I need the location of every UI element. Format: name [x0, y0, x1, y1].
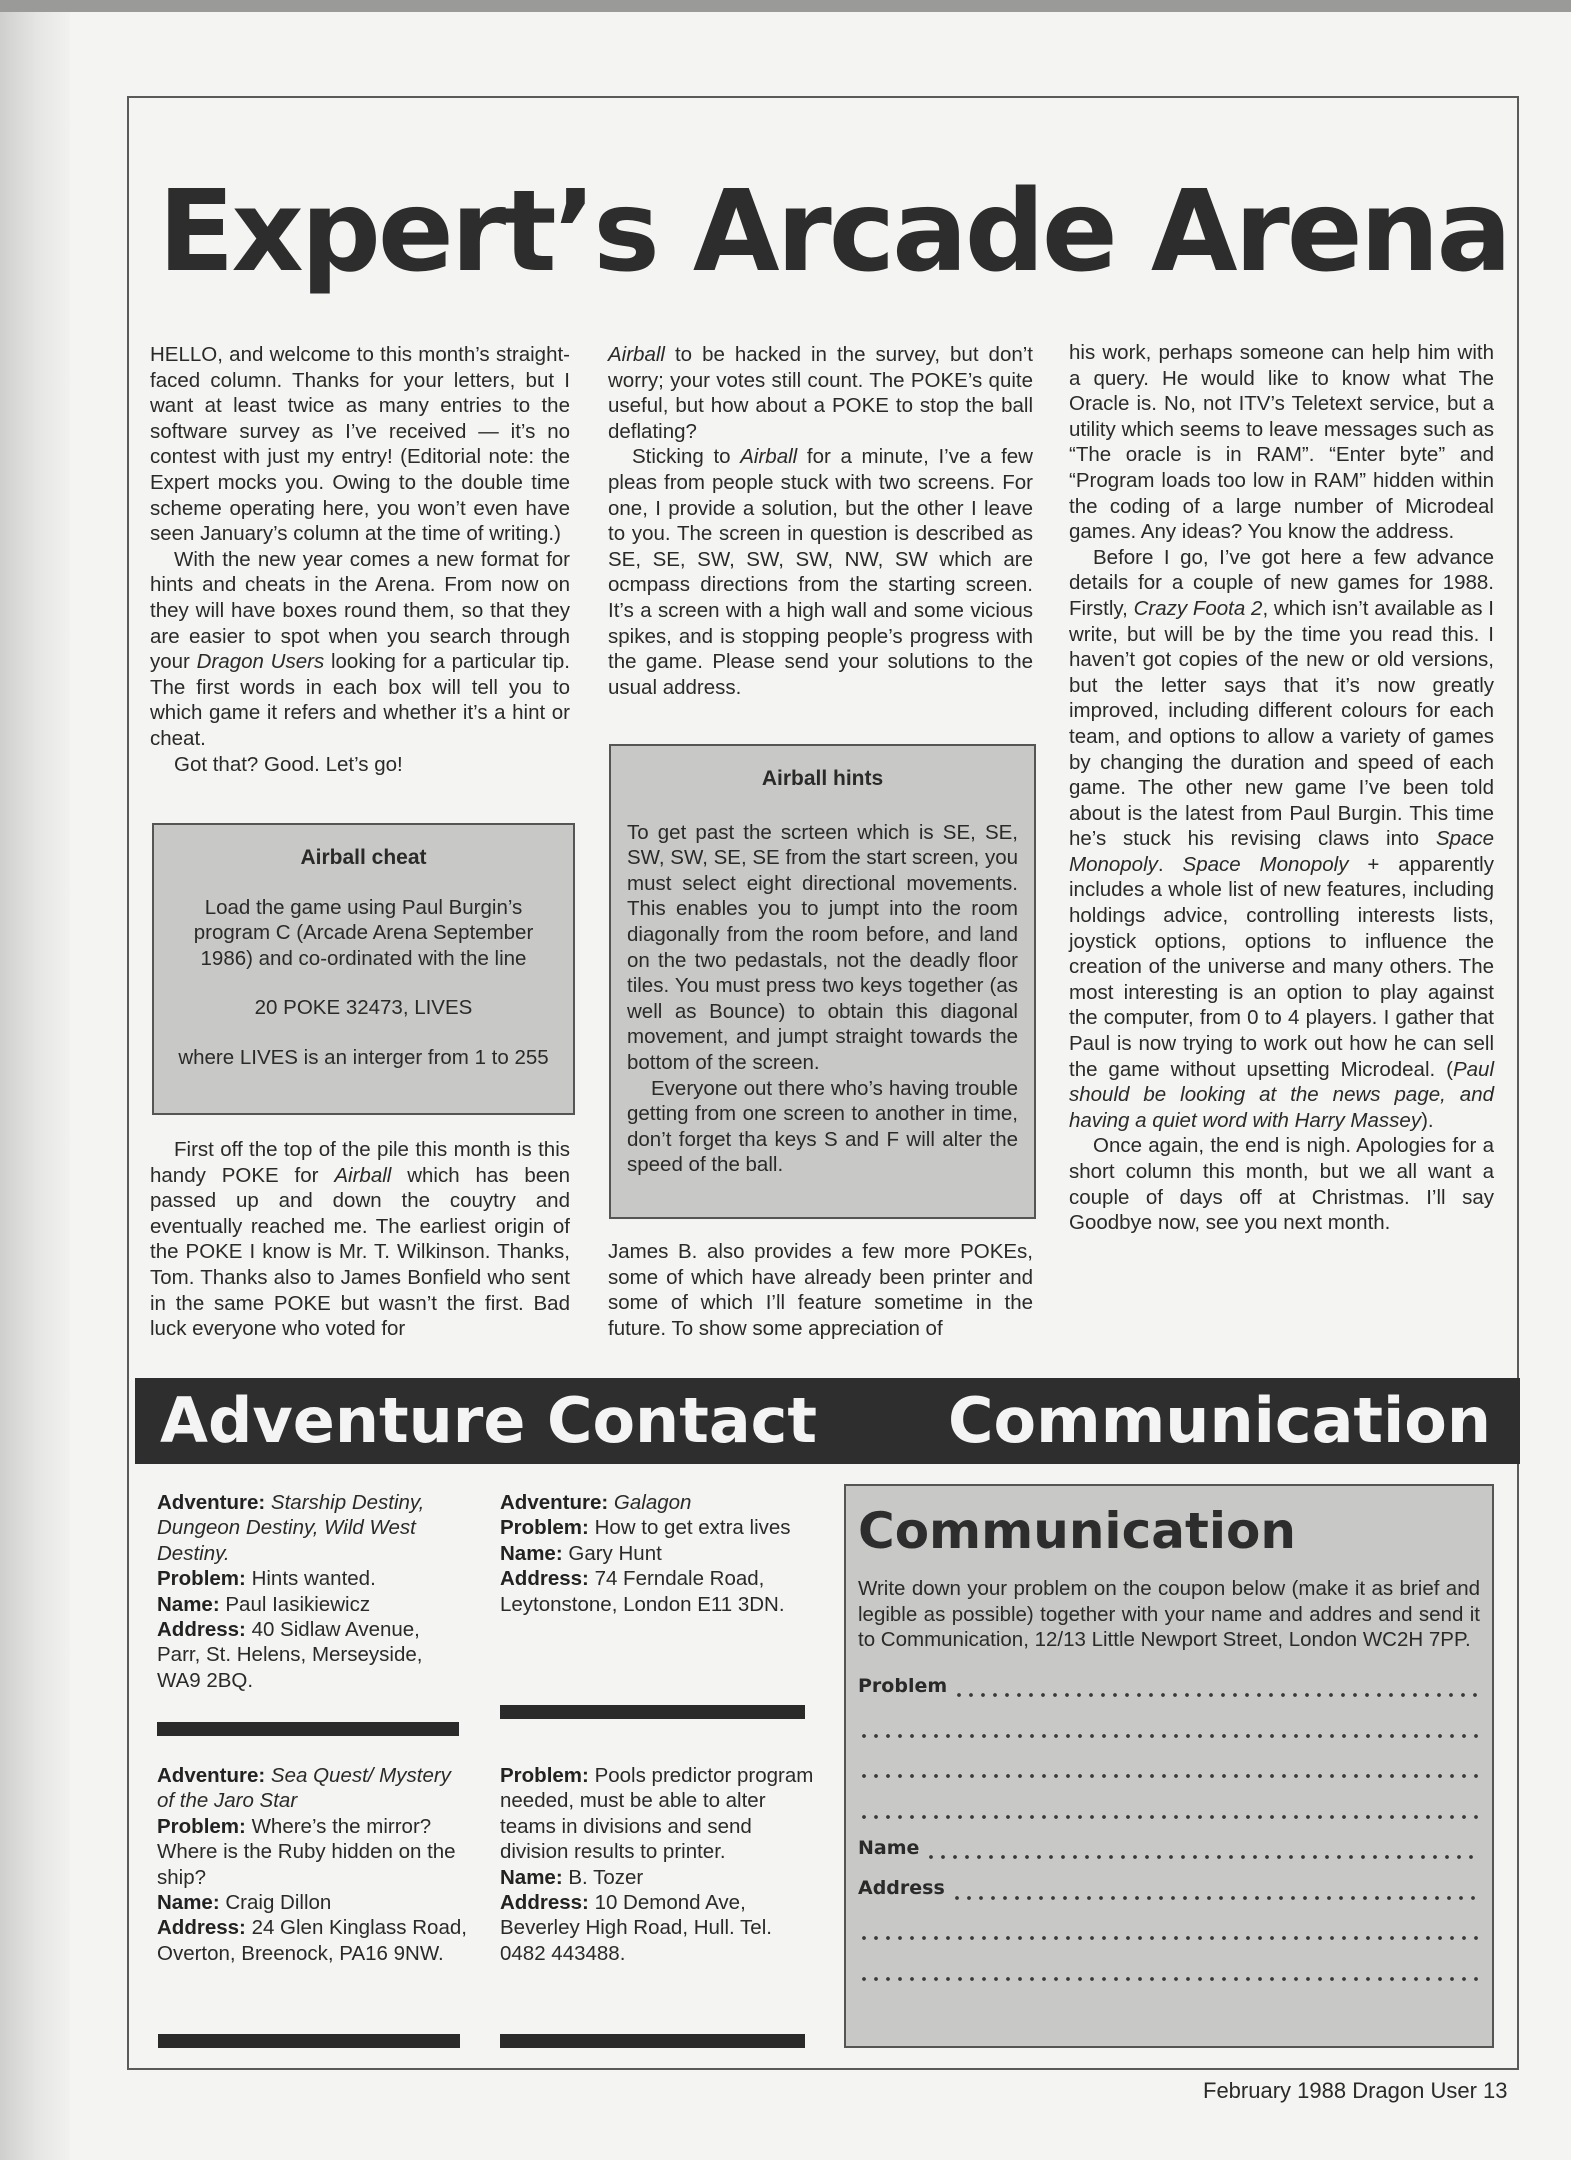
contact-1-name: Paul Iasikiewicz — [225, 1592, 371, 1616]
page-footer: February 1988 Dragon User 13 — [1203, 2078, 1508, 2103]
contact-1-address: 40 Sidlaw Avenue, Parr, St. Helens, Merseyside, WA9 2BQ. — [157, 1618, 423, 1692]
contact-4-address: 10 Demond Ave, Beverley High Road, Hull. Tel. 0482 443488. — [500, 1891, 772, 1965]
contact-2-name: Gary Hunt — [568, 1541, 662, 1565]
contact-4-problem: Pools predictor program needed, must be able to alter teams in divisions and send division results to printer. — [500, 1764, 814, 1864]
col1-lets-go: Got that? Good. Let’s go! — [174, 752, 403, 776]
contact-4-name: B. Tozer — [568, 1865, 644, 1889]
dotted-line — [858, 1730, 1480, 1742]
name-field[interactable] — [858, 1837, 1480, 1878]
problem-line[interactable] — [858, 1715, 1480, 1756]
contact-3-problem: Where’s the mirror? Where is the Ruby hidden on the ship? — [157, 1814, 456, 1889]
page-spine — [0, 0, 70, 2160]
contact-3-address: 24 Glen Kinglass Road, Overton, Breenock, PA16 9NW. — [157, 1916, 467, 1965]
contact-2-address: 74 Ferndale Road, Leytonstone, London E11 3DN. — [500, 1567, 785, 1616]
col1-poke-paragraph: First off the top of the pile this month is this handy POKE for Airball which has been passed up and down the couytry and eventually reached me. The earliest origin of the POKE I know is Mr. T. Wilkinson. Thanks, Tom. Thanks also to James Bonfield who sent in the same POKE but wasn’t the first. Bad luck everyone who voted for — [150, 1138, 570, 1341]
dotted-line — [858, 1811, 1480, 1823]
coupon-title: Communication — [858, 1502, 1296, 1560]
hints-box-heading: Airball hints — [761, 767, 884, 790]
contact-3-name: Craig Dillon — [225, 1891, 332, 1915]
contact-entry-3: Adventure: Sea Quest/ Mystery of the Jaro Star Problem: Where’s the mirror? Where is the Ruby hidden on the ship? Name: Craig Dillon Address: 24 Glen Kinglass Road, Overton, Breenock, PA16 9NW. — [157, 1764, 467, 1965]
problem-label: Problem — [858, 1674, 948, 1697]
col1-format-paragraph: With the new year comes a new format for hints and cheats in the Arena. From now on they will have boxes round them, so that they are easier to spot when you search through your Dragon Users looking for a particular tip. The first words in each box will tell you to which game it refers and whether it’s a hint or cheat. — [150, 547, 570, 750]
contact-2-adventure: Galagon — [613, 1491, 692, 1514]
contact-3-adventure: Sea Quest/ Mystery of the Jaro Star — [157, 1764, 451, 1813]
contact-entry-2: Adventure: Galagon Problem: How to get extra lives Name: Gary Hunt Address: 74 Ferndale Road, Leytonstone, London E11 3DN. — [500, 1491, 791, 1616]
dotted-line — [951, 1892, 1480, 1904]
dotted-line — [858, 1770, 1480, 1782]
address-line[interactable] — [858, 1958, 1480, 1999]
page-title: Expert’s Arcade Arena — [158, 167, 1510, 297]
communication-banner-heading: Communication — [948, 1384, 1492, 1457]
col2-screens-paragraph: Sticking to Airball for a minute, I’ve a few pleas from people stuck with two screens. For one, I provide a solution, but the other I leave to you. The screen in question is described as SE, SE, SW, SW, SW, NW, SW which are ocmpass directions from the starting screen. It’s a screen with a high wall and some vicious spikes, and is stopping people’s progress with the game. Please send your solutions to the usual address. — [608, 445, 1033, 699]
divider-bar — [500, 1705, 805, 1719]
col2-survey-paragraph: Airball to be hacked in the survey, but don’t worry; your votes still count. The POKE’s quite useful, but how about a POKE to stop the ball deflating? — [608, 343, 1033, 443]
hints-box-paragraph-1: To get past the scrteen which is SE, SE, SW, SW, SE, SE from the start screen, you must select eight directional movements. This enables you to jumpt into the room diagonally from the room before, and land on the two pedastals, not the deadly floor tiles. You must press two keys together (as well as Bounce) to obtain this diagonal movement, and jumpt straight towards the bottom of the screen. — [627, 820, 1018, 1074]
address-field[interactable] — [858, 1877, 1480, 1918]
scan-edge — [0, 0, 1571, 12]
col3-oracle-paragraph: his work, perhaps someone can help him with a query. He would like to know what The Oracle is. No, not ITV’s Teletext service, but a utility which seems to leave messages such as “The oracle is in RAM”. “Enter byte” and “Program loads too low in RAM” hidden within the coding of a large number of Microdeal games. Any ideas? You know the address. — [1069, 341, 1494, 544]
problem-field[interactable] — [858, 1675, 1480, 1716]
dotted-line — [858, 1973, 1480, 1985]
col2-pokes-paragraph: James B. also provides a few more POKEs, some of which have already been printer and some of which I’ll feature sometime in the future. To show some appreciation of — [608, 1240, 1033, 1340]
contact-entry-1: Adventure: Starship Destiny, Dungeon Destiny, Wild West Destiny. Problem: Hints wanted. Name: Paul Iasikiewicz Address: 40 Sidlaw Avenue, Parr, St. Helens, Merseyside, WA9 2BQ. — [157, 1491, 425, 1692]
column-1 — [150, 342, 570, 777]
contact-1-problem: Hints wanted. — [251, 1567, 376, 1591]
coupon-form — [858, 1675, 1480, 1999]
cheat-box-instructions: Load the game using Paul Burgin’s program C (Arcade Arena September 1986) and co-ordinated with the line — [193, 895, 534, 970]
divider-bar — [500, 2034, 805, 2048]
column-2-lower — [608, 1239, 1033, 1341]
cheat-box-code: 20 POKE 32473, LIVES — [254, 996, 473, 1020]
column-3 — [1069, 340, 1494, 1236]
communication-coupon — [844, 1484, 1494, 2048]
cheat-box-heading: Airball cheat — [300, 846, 427, 869]
divider-bar — [158, 2034, 460, 2048]
dotted-line — [953, 1689, 1480, 1701]
problem-line[interactable] — [858, 1796, 1480, 1837]
airball-cheat-box — [152, 823, 575, 1115]
hints-box-paragraph-2: Everyone out there who’s having trouble getting from one screen to another in time, don’t forget tha keys S and F will alter the speed of the ball. — [627, 1076, 1018, 1177]
col1-intro: HELLO, and welcome to this month’s straight-faced column. Thanks for your letters, but I want at least twice as many entries to the software survey as I’ve received — it’s no contest with just my entry! (Editorial note: the Expert mocks you. Owing to the double time scheme operating here, you won’t even have seen January’s column at the time of writing.) — [150, 343, 570, 546]
problem-line[interactable] — [858, 1756, 1480, 1797]
address-line[interactable] — [858, 1918, 1480, 1959]
contact-2-problem: How to get extra lives — [594, 1516, 791, 1540]
col3-closing-paragraph: Once again, the end is nigh. Apologies for a short column this month, but we all want a couple of days off at Christmas. I’ll say Goodbye now, see you next month. — [1069, 1134, 1494, 1235]
dotted-line — [925, 1851, 1480, 1863]
name-label: Name — [858, 1836, 920, 1859]
address-label: Address — [858, 1877, 945, 1900]
column-2 — [608, 342, 1033, 700]
column-1-lower — [150, 1137, 570, 1342]
divider-bar — [157, 1722, 459, 1736]
contact-1-adventure: Starship Destiny, Dungeon Destiny, Wild West Destiny. — [157, 1491, 425, 1565]
contact-entry-4: Problem: Pools predictor program needed, must be able to alter teams in divisions and send division results to printer. Name: B. Tozer Address: 10 Demond Ave, Beverley High Road, Hull. Tel. 0482 443488. — [500, 1764, 814, 1965]
airball-hints-box — [609, 744, 1036, 1219]
dotted-line — [858, 1932, 1480, 1944]
col3-new-games-paragraph: Before I go, I’ve got here a few advance details for a couple of new games for 1988. Firstly, Crazy Foota 2, which isn’t available as I write, but will be by the time you read this. I haven’t got copies of the new or old versions, but the letter says that it’s now greatly improved, including different colours for each team, and options to allow a variety of games by changing the duration and speed of each game. The other new game I’ve been told about is the latest from Paul Burgin. This time he’s stuck his revising claws into Space Monopoly. Space Monopoly + apparently includes a whole list of new features, including holdings advice, controlling interests lists, joystick options, options to influence the creation of the universe and many others. The most interesting is an option to play against the computer, from 0 to 4 players. I gather that Paul is now trying to work out how he can sell the game without upsetting Microdeal. (Paul should be looking at the news page, and having a quiet word with Harry Massey). — [1069, 545, 1494, 1132]
cheat-box-range: where LIVES is an interger from 1 to 255 — [178, 1045, 549, 1069]
coupon-instructions: Write down your problem on the coupon below (make it as brief and legible as possible) together with your name and addres and send it to Communication, 12/13 Little Newport Street, London WC2H 7PP. — [858, 1577, 1480, 1652]
adventure-contact-heading: Adventure Contact — [160, 1384, 818, 1457]
